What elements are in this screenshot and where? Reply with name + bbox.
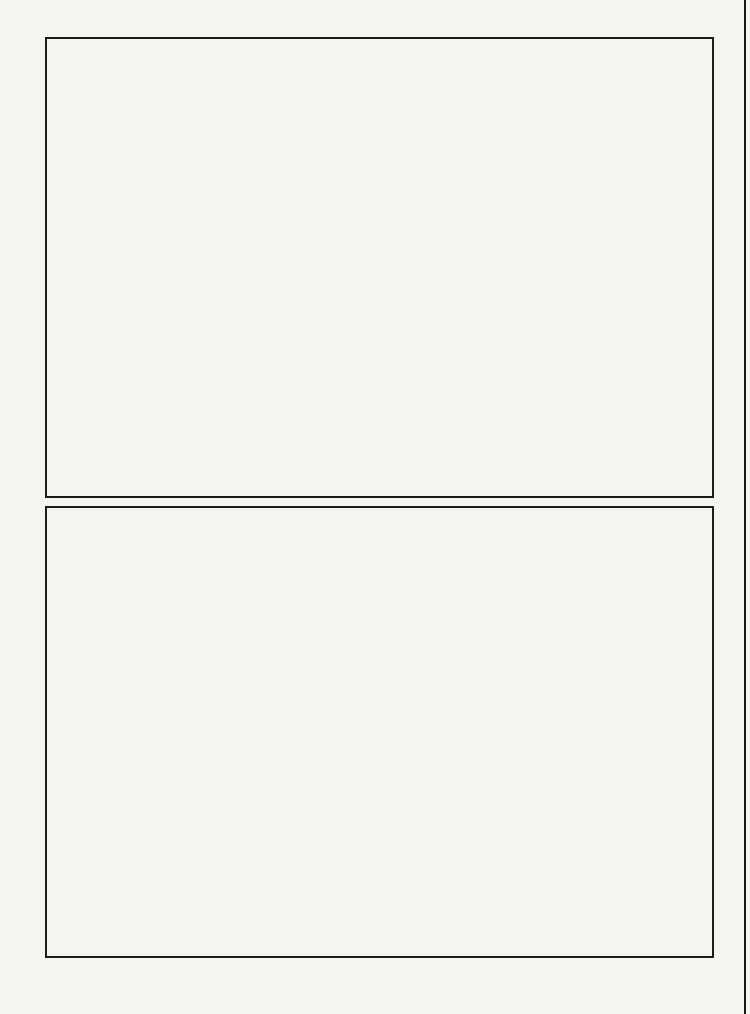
roster-table-bottom bbox=[45, 506, 714, 958]
roster-table-top bbox=[45, 37, 714, 498]
page-edge-line bbox=[744, 0, 746, 1014]
